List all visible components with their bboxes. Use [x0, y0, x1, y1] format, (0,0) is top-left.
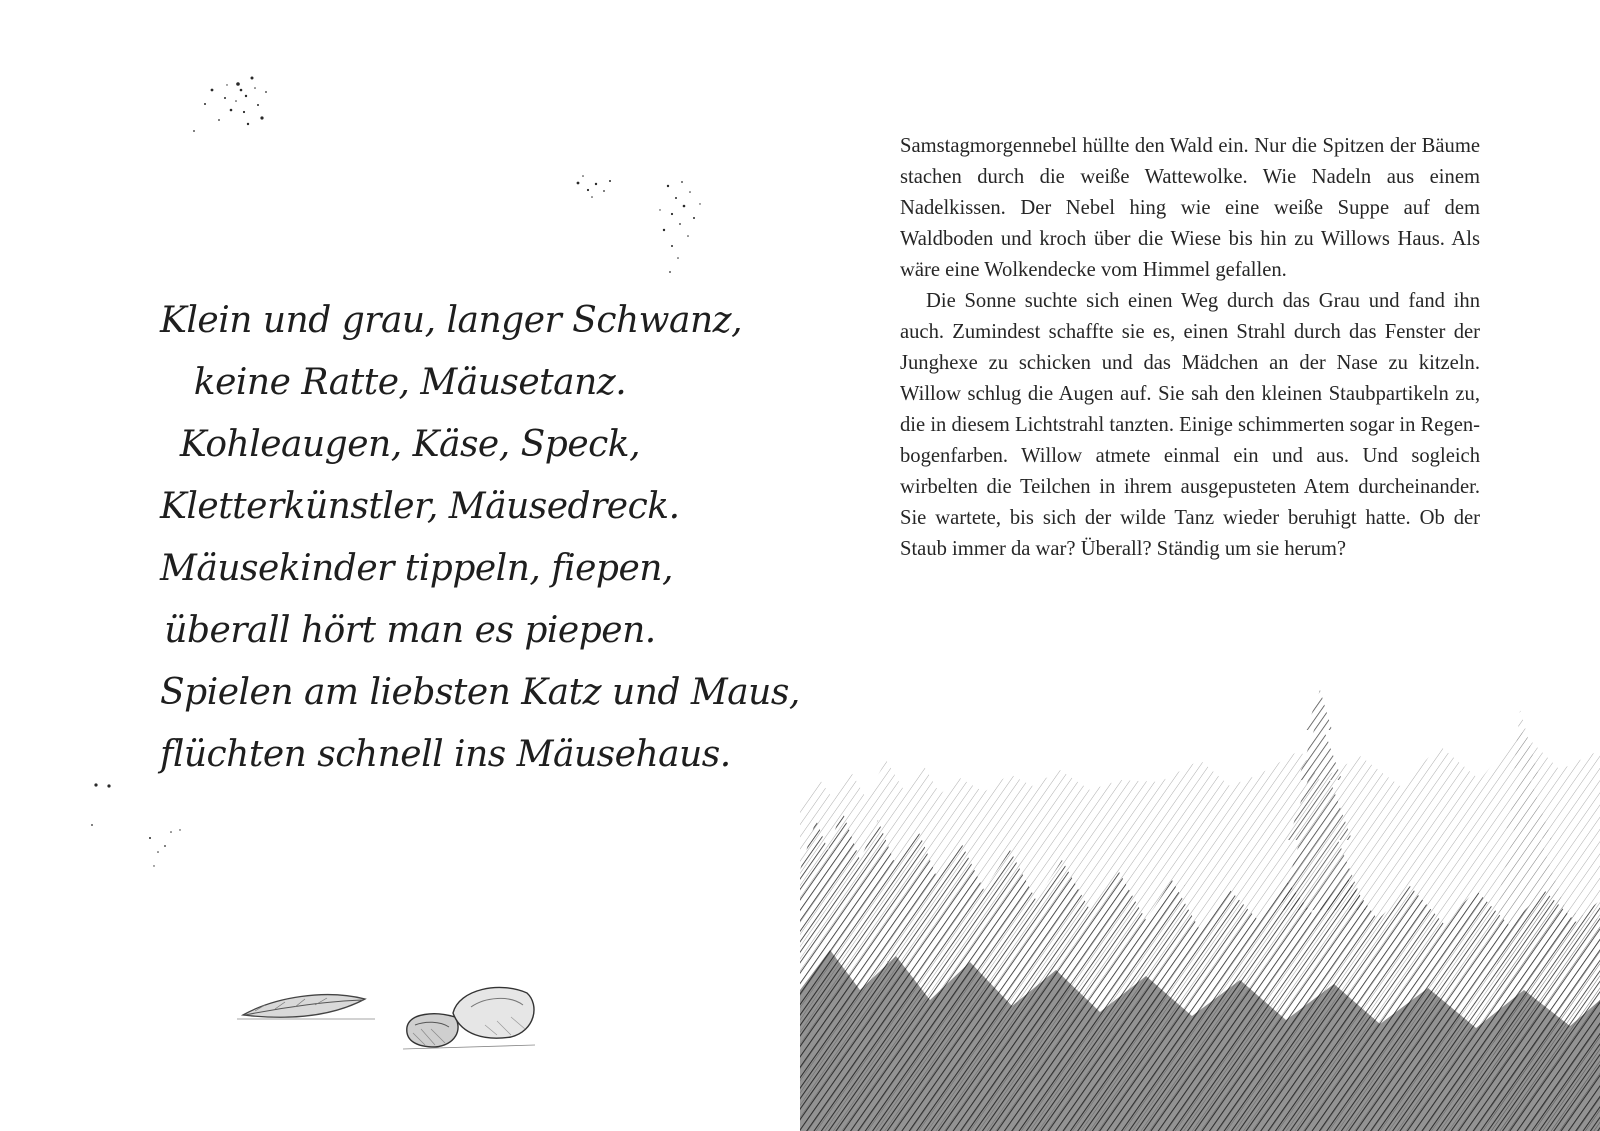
poem-line: flüchten schnell ins Mäusehaus. — [160, 734, 731, 775]
poem-line: Spielen am liebsten Katz und Maus, — [160, 672, 800, 713]
poem-line: überall hört man es piepen. — [164, 610, 656, 651]
poem-line: Mäusekinder tippeln, fiepen, — [160, 548, 673, 589]
poem-line: Kletterkünstler, Mäusedreck. — [160, 486, 680, 527]
poem-line: Kohleaugen, Käse, Speck, — [179, 424, 641, 465]
paragraph: Samstagmorgennebel hüllte den Wald ein. Nur die Spitzen der Bäume stachen durch die weiße Wattewolke. Wie Nadeln aus einem Nadelkissen. Der Nebel hing wie eine weiße Suppe auf dem Waldboden und kroch über die Wiese bis hin zu Willows Haus. Als wäre eine Wolkendecke vom Himmel gefallen. — [900, 135, 1480, 281]
poem-line: keine Ratte, Mäusetanz. — [193, 362, 627, 403]
forest-sketch-icon — [800, 690, 1600, 1131]
leaf-and-stones-icon — [235, 975, 565, 1065]
poem — [160, 290, 800, 786]
story-text — [900, 131, 1480, 565]
poem-line: Klein und grau, langer Schwanz, — [160, 300, 743, 341]
paragraph: Die Sonne suchte sich einen Weg durch das Grau und fand ihn auch. Zumindest schaffte sie es, einen Strahl durch das Fenster der Junghexe zu schicken und das Mädchen an der Nase zu kitzeln. Willow schlug die Augen auf. Sie sah den kleinen Staubpartikeln zu, die in diesem Lichtstrahl tanzten. Einige schimmerten sogar in Regenbogenfarben. Willow atmete einmal ein und aus. Und sogleich wirbelten die Teilchen in ihrem ausgepusteten Atem durcheinander. Sie wartete, bis sich der wilde Tanz wieder beruhigt hatte. Ob der Staub immer da war? Überall? Ständig um sie herum? — [900, 290, 1480, 560]
